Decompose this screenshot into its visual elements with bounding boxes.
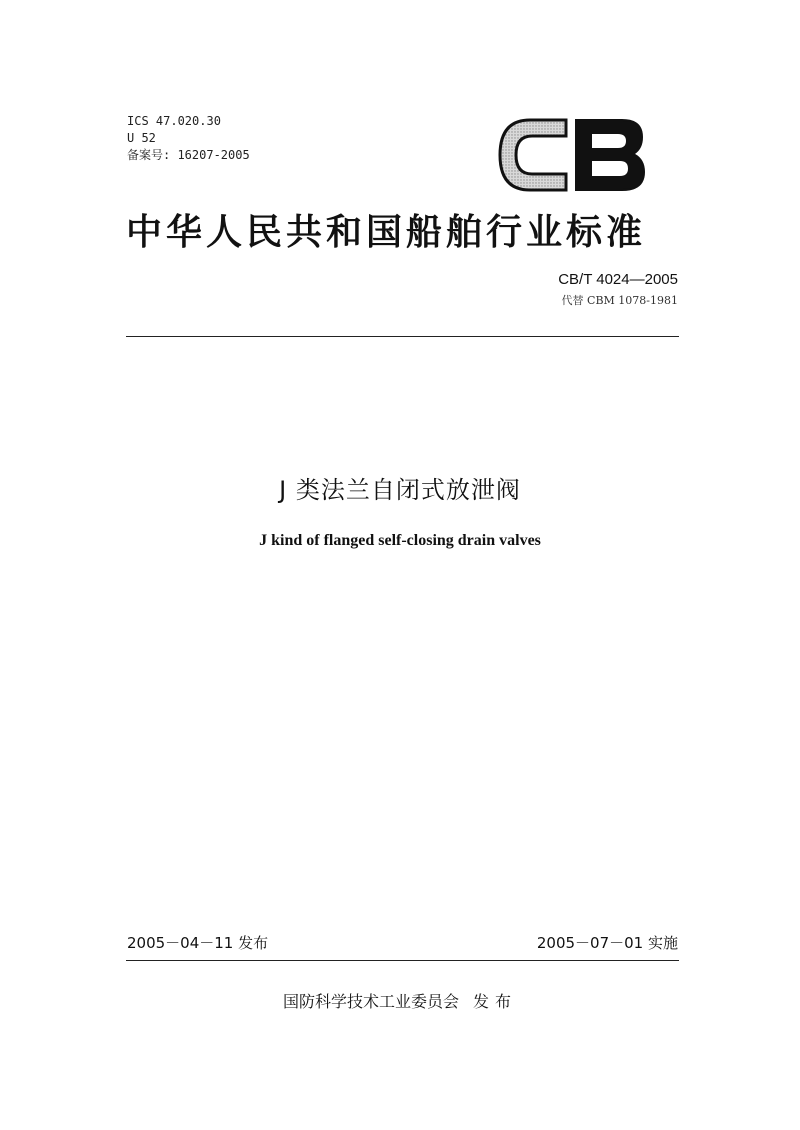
publisher-action: 发布 [473, 992, 518, 1011]
top-divider [126, 336, 679, 337]
standard-number: CB/T 4024—2005 [558, 271, 678, 288]
filing-number: 备案号: 16207-2005 [127, 148, 250, 162]
ics-code: ICS 47.020.30 [127, 114, 221, 128]
document-title-english: J kind of flanged self-closing drain valves [259, 532, 541, 549]
implementation-date: 2005－07－01 实施 [536, 934, 678, 952]
publisher-name: 国防科学技术工业委员会 [282, 992, 459, 1011]
cb-logo [496, 116, 646, 194]
publisher-line [0, 989, 800, 1012]
bottom-divider [126, 960, 679, 961]
main-title: 中华人民共和国船舶行业标准 [126, 212, 647, 253]
document-title-chinese: J 类法兰自闭式放泄阀 [279, 476, 521, 504]
classification-block [127, 113, 250, 164]
replaces-standard: 代替 CBM 1078-1981 [561, 294, 678, 307]
class-code: U 52 [127, 131, 156, 145]
issue-date: 2005－04－11 发布 [127, 934, 269, 952]
